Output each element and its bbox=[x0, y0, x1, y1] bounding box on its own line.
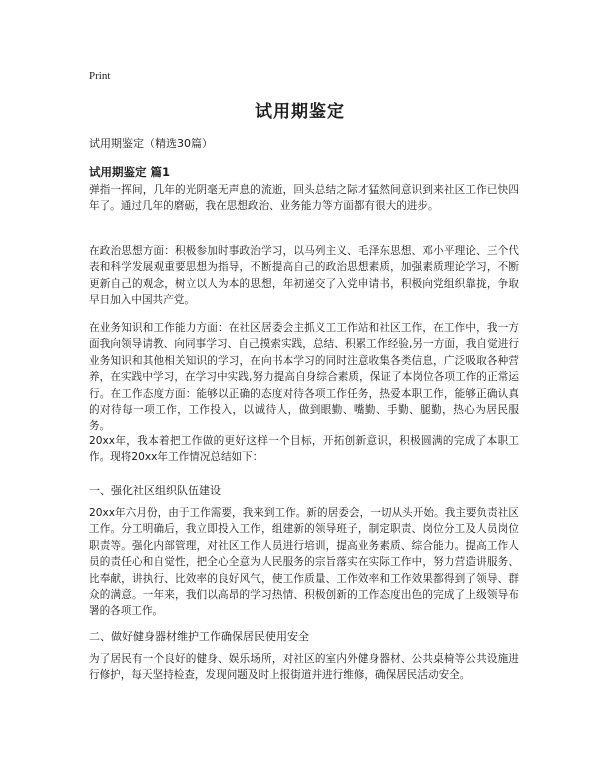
paragraph-business: 在业务知识和工作能力方面：在社区居委会主抓义工工作站和社区工作，在工作中，我一方面我向领导请教、向同事学习、自己摸索实践，总结、积累工作经验,另一方面，我自觉进行业务知识和其他相关知识的学习，在向书本学习的同时注意收集各类信息，广泛吸取各种营养，在实践中学习，在学习中实践,努力提高自身综合素质，保证了本岗位各项工作的正常运行。在工作态度方面：能够以正确的态度对待各项工作任务，热爱本职工作，能够正确认真的对待每一项工作，工作投入，以诚待人，做到眼勤、嘴勤、手勤、腿勤，热心为居民服务。 bbox=[89, 322, 519, 433]
document-title: 试用期鉴定 bbox=[255, 102, 345, 122]
paragraph-fitness: 为了居民有一个良好的健身、娱乐场所，对社区的室内外健身器材、公共桌椅等公共设施进行修护，每天坚持检查，发现问题及时上报街道并进行维修，确保居民活动安全。 bbox=[89, 653, 519, 682]
document-subtitle: 试用期鉴定（精选30篇） bbox=[89, 137, 213, 150]
paragraph-intro: 弹指一挥间，几年的光阴毫无声息的流逝，回头总结之际才猛然间意识到来社区工作已快四年了。通过几年的磨砺，我在思想政治、业务能力等方面都有很大的进步。 bbox=[89, 184, 519, 213]
heading-organization: 一、强化社区组织队伍建设 bbox=[89, 484, 221, 497]
print-link[interactable]: Print bbox=[89, 70, 111, 82]
paragraph-annual-goal: 20xx年，我本着把工作做的更好这样一个目标，开拓创新意识，积极圆满的完成了本职工作。现将20xx年工作情况总结如下： bbox=[89, 435, 519, 464]
paragraph-political: 在政治思想方面：积极参加时事政治学习，以马列主义、毛泽东思想、邓小平理论、三个代表和科学发展观重要思想为指导，不断提高自己的政治思想素质，加强素质理论学习，不断更新自己的观念，树立以人为本的思想，年初递交了入党申请书，积极向党组织靠拢，争取早日加入中国共产党。 bbox=[89, 245, 519, 307]
section-title: 试用期鉴定 篇1 bbox=[89, 165, 171, 179]
paragraph-organization: 20xx年六月份，由于工作需要，我来到工作。新的居委会，一切从头开始。我主要负责社区工作。分工明确后，我立即投入工作，组建新的领导班子，制定职责、岗位分工及人员岗位职责等。强化内部管理，对社区工作人员进行培训，提高业务素质、综合能力。提高工作人员的责任心和自觉性，把全心全意为人民服务的宗旨落实在实际工作中，努力营造讲服务、比奉献，讲执行、比效率的良好风气，使工作质量、工作效率和工作效果都得到了领导、群众的满意。一年来，我们以高昂的学习热情、积极创新的工作态度出色的完成了上级领导布署的各项工作。 bbox=[89, 507, 519, 618]
heading-fitness: 二、做好健身器材维护工作确保居民使用安全 bbox=[89, 630, 309, 643]
